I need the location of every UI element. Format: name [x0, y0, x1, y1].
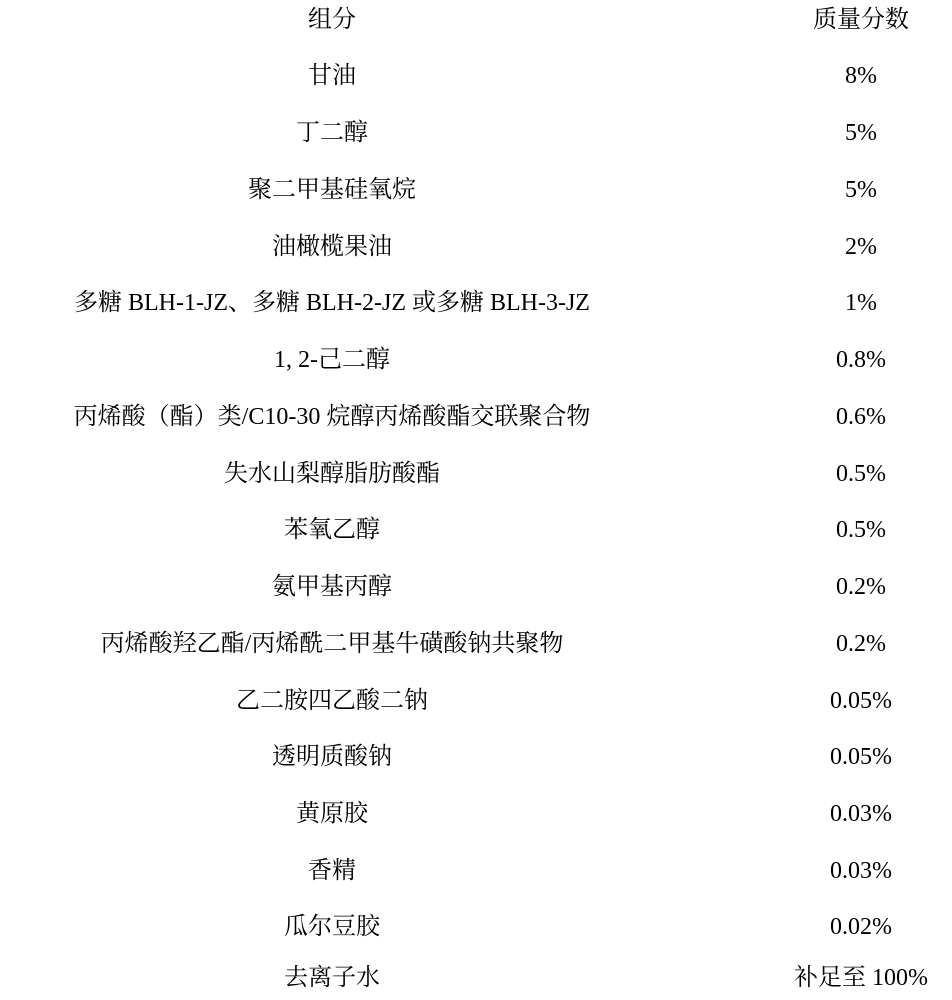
- table-row: [0, 340, 952, 380]
- mass-fraction-value: 0.03%: [830, 801, 892, 827]
- table-row: [0, 737, 952, 777]
- component-name: 丙烯酸羟乙酯/丙烯酰二甲基牛磺酸钠共聚物: [100, 631, 564, 657]
- component-name: 丁二醇: [296, 120, 368, 146]
- mass-fraction-value: 0.8%: [836, 347, 886, 373]
- mass-fraction-value: 1%: [845, 290, 877, 316]
- mass-fraction-value: 0.05%: [830, 688, 892, 714]
- table-row: [0, 907, 952, 947]
- table-row: [0, 567, 952, 607]
- component-name: 苯氧乙醇: [284, 517, 380, 543]
- mass-fraction-value: 0.2%: [836, 631, 886, 657]
- table-row: [0, 851, 952, 891]
- table-row: [0, 283, 952, 323]
- mass-fraction-value: 0.5%: [836, 517, 886, 543]
- component-name: 香精: [308, 858, 356, 884]
- component-name: 1, 2-己二醇: [274, 347, 390, 373]
- mass-fraction-value: 0.02%: [830, 914, 892, 940]
- component-name: 油橄榄果油: [272, 234, 392, 260]
- component-name: 氨甲基丙醇: [272, 574, 392, 600]
- table-row: [0, 510, 952, 550]
- table-row: [0, 113, 952, 153]
- mass-fraction-value: 0.2%: [836, 574, 886, 600]
- mass-fraction-value: 0.05%: [830, 744, 892, 770]
- mass-fraction-value: 5%: [845, 177, 877, 203]
- component-name: 失水山梨醇脂肪酸酯: [224, 461, 440, 487]
- table-row: [0, 454, 952, 494]
- table-row: [0, 624, 952, 664]
- mass-fraction-value: 2%: [845, 234, 877, 260]
- component-name: 透明质酸钠: [272, 744, 392, 770]
- mass-fraction-value: 补足至 100%: [794, 965, 928, 991]
- mass-fraction-value: 0.03%: [830, 858, 892, 884]
- table-row: [0, 227, 952, 267]
- component-name: 瓜尔豆胶: [284, 914, 380, 940]
- table-row: [0, 170, 952, 210]
- component-name: 聚二甲基硅氧烷: [248, 177, 416, 203]
- table-row: [0, 397, 952, 437]
- mass-fraction-value: 8%: [845, 63, 877, 89]
- table-row: [0, 958, 952, 998]
- component-column-header: 组分: [308, 7, 356, 33]
- component-name: 多糖 BLH-1-JZ、多糖 BLH-2-JZ 或多糖 BLH-3-JZ: [74, 290, 590, 316]
- component-name: 乙二胺四乙酸二钠: [236, 688, 428, 714]
- table-header-row: [0, 0, 952, 40]
- component-name: 甘油: [308, 63, 356, 89]
- table-row: [0, 794, 952, 834]
- component-name: 去离子水: [284, 965, 380, 991]
- table-row: [0, 56, 952, 96]
- mass-fraction-column-header: 质量分数: [813, 7, 909, 33]
- mass-fraction-value: 5%: [845, 120, 877, 146]
- component-name: 丙烯酸（酯）类/C10-30 烷醇丙烯酸酯交联聚合物: [73, 404, 591, 430]
- component-name: 黄原胶: [296, 801, 368, 827]
- table-row: [0, 681, 952, 721]
- mass-fraction-value: 0.5%: [836, 461, 886, 487]
- mass-fraction-value: 0.6%: [836, 404, 886, 430]
